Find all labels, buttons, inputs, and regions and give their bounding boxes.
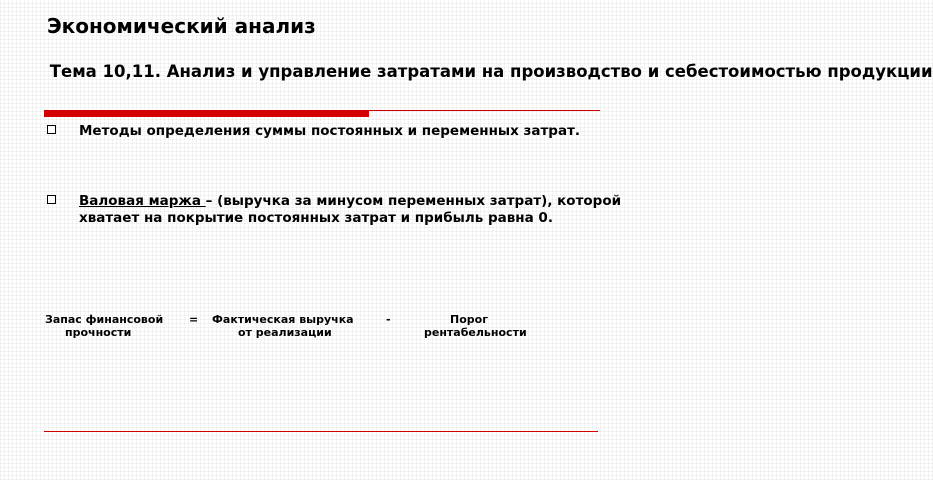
square-bullet-icon — [47, 125, 56, 134]
bullet-text: Методы определения суммы постоянных и переменных затрат. — [79, 123, 581, 139]
formula-equals-sign: = — [189, 313, 199, 326]
presentation-title: Экономический анализ — [47, 14, 316, 38]
bullet-text — [79, 193, 624, 227]
formula-minus-sign: - — [386, 313, 391, 326]
formula-revenue-line1: Фактическая выручка — [212, 313, 354, 326]
formula-threshold-line1: Порог — [450, 313, 488, 326]
topic-title — [44, 61, 933, 83]
formula-threshold-line2: рентабельности — [424, 326, 527, 339]
square-bullet-icon — [47, 195, 56, 204]
formula-lhs-line2: прочности — [65, 326, 132, 339]
title-underline-thick — [44, 110, 369, 117]
footer-rule — [44, 431, 598, 432]
formula-lhs-line1: Запас финансовой — [45, 313, 164, 326]
topic-title-text: Тема 10,11. Анализ и управление затратами на производство и себестоимостью продукции — [44, 62, 933, 81]
formula-revenue-line2: от реализации — [238, 326, 332, 339]
gross-margin-term: Валовая маржа — [79, 193, 206, 209]
gross-margin-definition: – (выручка за минусом переменных затрат), которой хватает на покрытие постоянных затрат и прибыль равна 0. — [79, 193, 622, 226]
